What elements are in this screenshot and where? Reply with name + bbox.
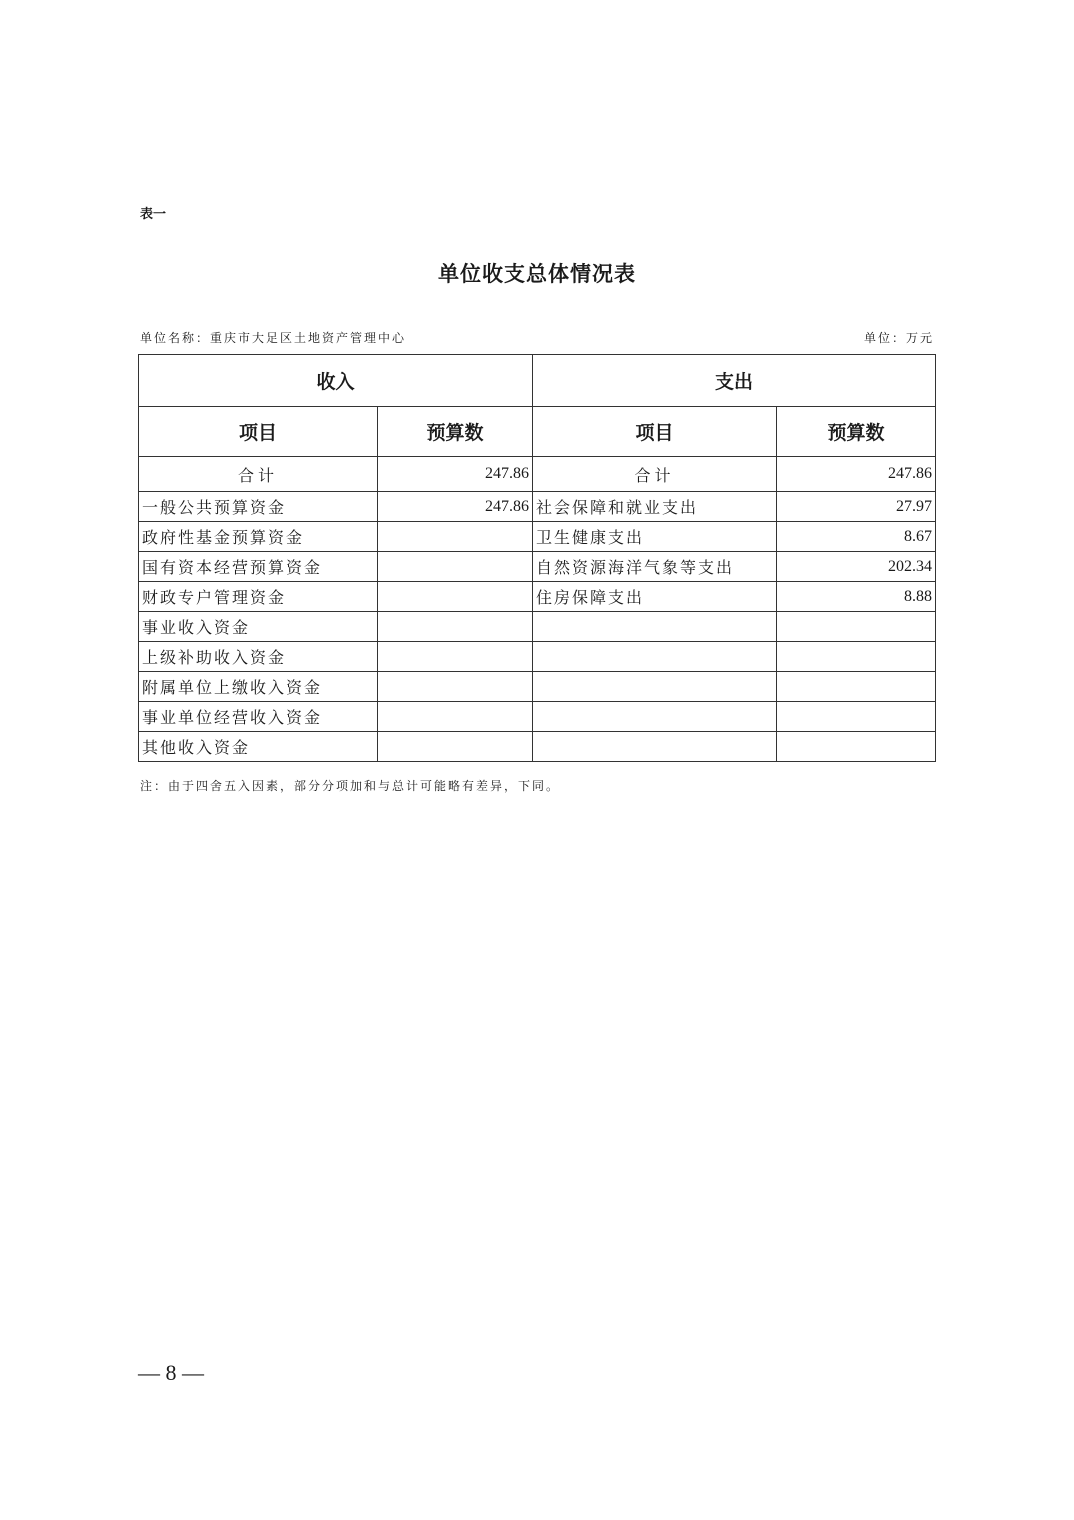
- expense-value: [777, 642, 936, 672]
- table-row: [139, 702, 936, 732]
- income-amount-header: 预算数: [378, 407, 533, 457]
- income-item: 附属单位上缴收入资金: [139, 672, 378, 702]
- table-row: [139, 642, 936, 672]
- table-note: 注：由于四舍五入因素，部分分项加和与总计可能略有差异，下同。: [140, 779, 561, 793]
- table-row: [139, 612, 936, 642]
- income-value: [378, 582, 533, 612]
- expense-item-header: 项目: [533, 407, 777, 457]
- expense-value: [777, 672, 936, 702]
- income-item: 一般公共预算资金: [139, 492, 378, 522]
- income-value: [378, 732, 533, 762]
- income-value: [378, 642, 533, 672]
- expense-item: [533, 732, 777, 762]
- income-value: [378, 612, 533, 642]
- expense-total-label: 合计: [533, 457, 777, 492]
- income-value: [378, 702, 533, 732]
- table-label: 表一: [140, 207, 167, 222]
- income-item: 其他收入资金: [139, 732, 378, 762]
- expense-item: [533, 672, 777, 702]
- income-item: 上级补助收入资金: [139, 642, 378, 672]
- expense-value: 8.67: [777, 522, 936, 552]
- income-value: [378, 522, 533, 552]
- expense-item: 住房保障支出: [533, 582, 777, 612]
- table-row: [139, 672, 936, 702]
- table-row: [139, 582, 936, 612]
- page-number: — 8 —: [138, 1360, 204, 1385]
- income-total-label: 合计: [139, 457, 378, 492]
- income-item: 事业单位经营收入资金: [139, 702, 378, 732]
- expense-value: [777, 732, 936, 762]
- income-value: [378, 552, 533, 582]
- section-header-row: [139, 355, 936, 407]
- income-item: 财政专户管理资金: [139, 582, 378, 612]
- table-row: [139, 522, 936, 552]
- income-item: 政府性基金预算资金: [139, 522, 378, 552]
- income-value: [378, 672, 533, 702]
- expense-amount-header: 预算数: [777, 407, 936, 457]
- table-row: [139, 732, 936, 762]
- table-row: [139, 492, 936, 522]
- budget-table: [138, 354, 936, 762]
- expense-item: 社会保障和就业支出: [533, 492, 777, 522]
- expense-item: 自然资源海洋气象等支出: [533, 552, 777, 582]
- unit-name: 单位名称：重庆市大足区土地资产管理中心: [140, 331, 407, 345]
- expense-value: [777, 612, 936, 642]
- income-section-header: 收入: [139, 355, 533, 407]
- income-value: 247.86: [378, 492, 533, 522]
- expense-total-value: 247.86: [777, 457, 936, 492]
- expense-item: 卫生健康支出: [533, 522, 777, 552]
- unit-label: 单位：万元: [863, 331, 934, 345]
- expense-item: [533, 702, 777, 732]
- income-total-value: 247.86: [378, 457, 533, 492]
- column-header-row: [139, 407, 936, 457]
- expense-value: 27.97: [777, 492, 936, 522]
- expense-item: [533, 642, 777, 672]
- page-title: 单位收支总体情况表: [438, 261, 636, 286]
- expense-value: [777, 702, 936, 732]
- expense-value: 8.88: [777, 582, 936, 612]
- expense-section-header: 支出: [533, 355, 936, 407]
- expense-value: 202.34: [777, 552, 936, 582]
- income-item-header: 项目: [139, 407, 378, 457]
- table-row: [139, 552, 936, 582]
- income-item: 国有资本经营预算资金: [139, 552, 378, 582]
- total-row: [139, 457, 936, 492]
- income-item: 事业收入资金: [139, 612, 378, 642]
- expense-item: [533, 612, 777, 642]
